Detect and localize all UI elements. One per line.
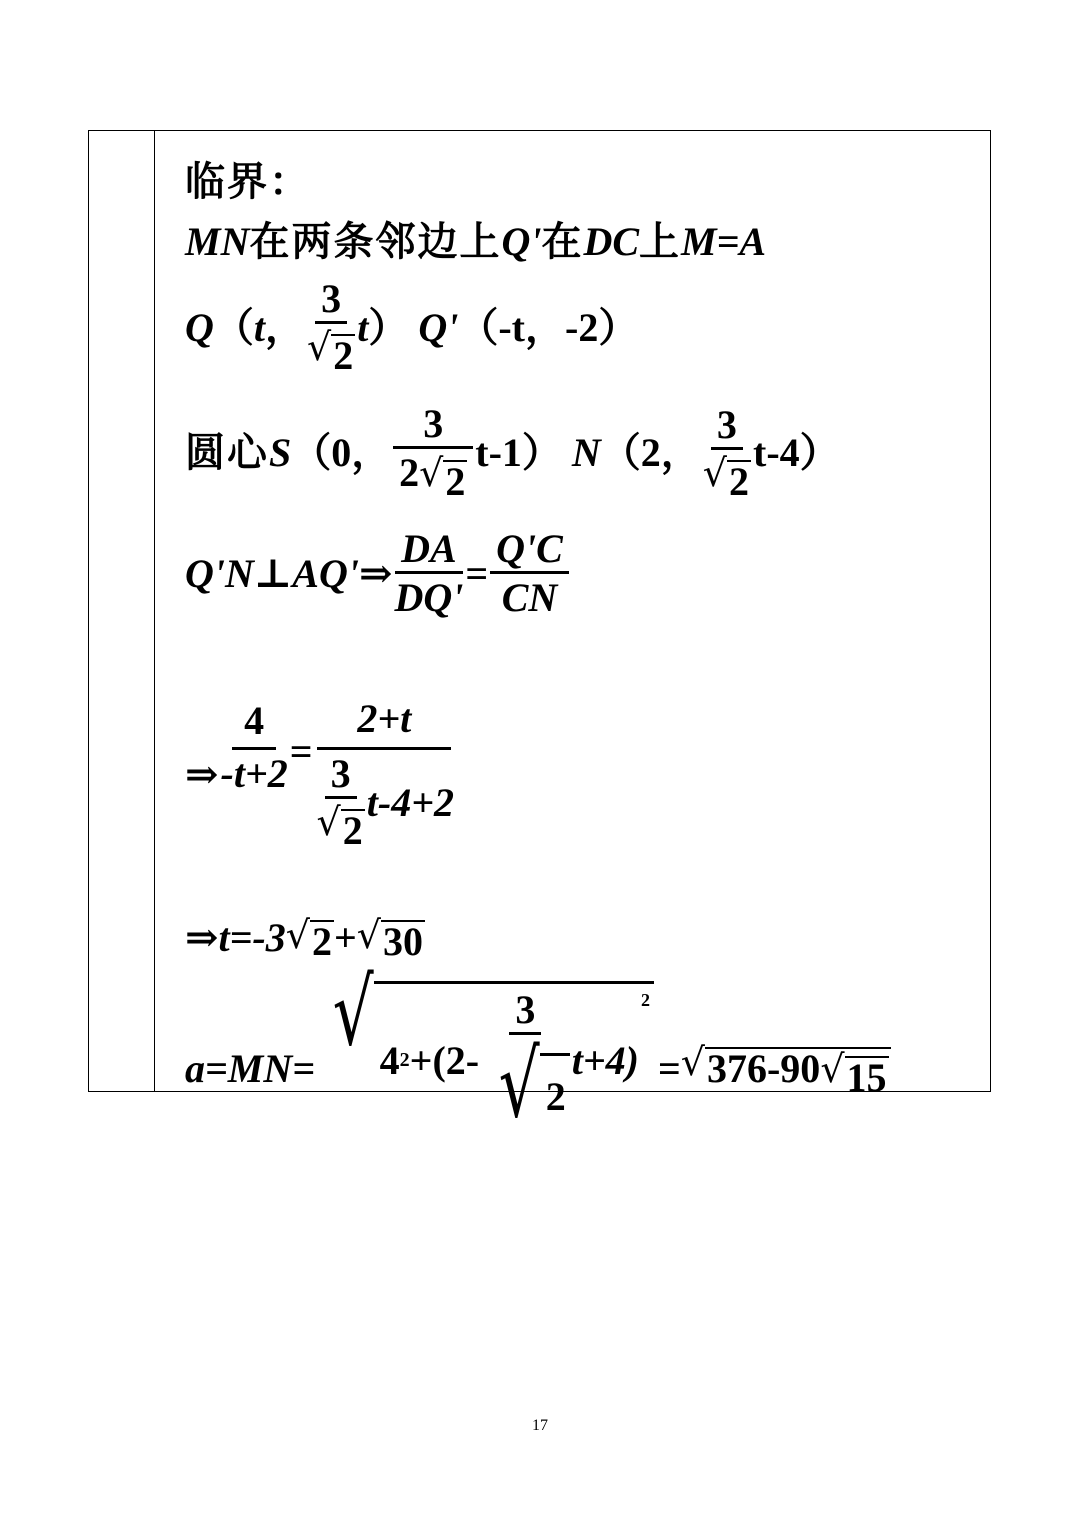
numerator: 3	[325, 754, 357, 799]
radicand: 2	[729, 458, 749, 504]
sqrt-2	[286, 914, 334, 962]
denominator	[399, 449, 467, 502]
radicand: 2	[540, 1053, 570, 1131]
fraction-complex	[315, 696, 454, 853]
heading-critical: 临界：	[185, 159, 311, 205]
numerator: 3	[711, 405, 743, 450]
big-radicand	[374, 981, 654, 1138]
s-open: （0，	[291, 430, 392, 475]
sqrt-2	[419, 451, 467, 504]
numerator: 3	[393, 404, 473, 449]
denominator	[315, 750, 454, 851]
q-label: Q	[185, 304, 214, 350]
radical-icon: √	[702, 450, 727, 495]
radicand: 30	[382, 919, 423, 964]
sqrt-2	[703, 450, 751, 502]
solution-table	[88, 130, 991, 1138]
var-t: t	[253, 304, 266, 350]
radical-icon: √	[356, 913, 381, 957]
text-m-eq-a: M=A	[681, 219, 767, 264]
s-tail: t-1）	[475, 430, 562, 475]
text-above: 上	[639, 219, 682, 265]
text-qprime: Q'	[501, 219, 542, 264]
comma: ，	[265, 304, 306, 350]
t-plus4: t+4)	[571, 1037, 639, 1083]
qprime-label: Q'	[418, 304, 459, 350]
equals: =	[465, 550, 489, 596]
fraction-3-over-root2	[307, 276, 355, 378]
denominator: DQ'	[394, 575, 464, 620]
perp-lhs: Q'N⊥AQ'⇒	[185, 550, 393, 596]
paren: （	[213, 304, 254, 350]
denominator: -t+2	[220, 751, 288, 796]
table-left-column	[89, 131, 155, 1091]
line-center	[185, 401, 840, 504]
final-radicand	[705, 1047, 891, 1098]
denominator: CN	[501, 575, 558, 620]
line-critical	[185, 159, 311, 205]
radicand: 2	[445, 459, 466, 504]
fraction-4-over	[220, 698, 288, 796]
s-label: S	[269, 430, 292, 475]
fraction-3-over-root2	[481, 987, 570, 1138]
radicand: 15	[846, 1054, 887, 1100]
text-two-adjacent-sides: 在两条邻边上	[249, 219, 502, 265]
paren: ）	[368, 304, 409, 350]
a-eq: a=MN=	[185, 1046, 316, 1091]
radical-icon: √	[498, 1031, 540, 1138]
equals: =	[657, 1046, 681, 1091]
exponent: 2	[399, 1049, 410, 1071]
numerator: DA	[395, 529, 463, 574]
plus: +	[333, 915, 357, 960]
page-number: 17	[532, 1417, 548, 1434]
n-tail: t-4）	[753, 430, 840, 475]
line-t-solution	[185, 914, 425, 962]
radicand: 2	[342, 808, 363, 853]
four: 4	[379, 1037, 400, 1083]
fraction-3-over-root2	[316, 751, 365, 853]
qprime-coords: （-t，-2）	[458, 304, 639, 350]
equals: =	[289, 729, 313, 774]
sqrt-2	[481, 1031, 570, 1138]
line-condition	[185, 219, 766, 265]
line-a-result	[185, 959, 891, 1138]
fraction-da-dq	[394, 526, 464, 620]
text-mn: MN	[185, 219, 250, 264]
sqrt-2	[307, 324, 355, 376]
var-t: t	[357, 304, 369, 350]
outer-exponent: 2	[640, 990, 650, 1010]
numerator: 3	[509, 990, 541, 1035]
numerator: 3	[315, 279, 347, 324]
numerator: 4	[232, 701, 276, 750]
n-open: （2，	[600, 430, 701, 475]
text-dc: DC	[583, 219, 640, 264]
numerator: Q'C	[490, 529, 569, 574]
big-sqrt	[315, 959, 654, 1138]
radical-icon: √	[820, 1046, 845, 1091]
line-perpendicular	[185, 526, 571, 620]
sqrt-final	[681, 1041, 891, 1098]
radicand-text: 376-90	[706, 1045, 821, 1091]
open-paren: +(2-	[409, 1037, 480, 1083]
text-on: 在	[541, 219, 584, 265]
sqrt-30	[357, 914, 425, 962]
line-q-coords	[185, 276, 639, 378]
fraction-qc-cn	[490, 526, 569, 620]
radicand: 2	[333, 333, 354, 378]
radical-icon: √	[332, 959, 374, 1066]
coefficient: 2	[399, 450, 420, 495]
line-ratio-equation	[185, 696, 456, 853]
radical-icon: √	[316, 800, 341, 844]
sqrt-2	[317, 799, 365, 851]
t-eq: ⇒t=-3	[185, 915, 286, 960]
fraction-3-over-2root2	[393, 401, 473, 504]
radical-icon: √	[285, 913, 310, 957]
text-center: 圆心	[185, 430, 269, 476]
sqrt-15	[820, 1046, 888, 1100]
radical-icon: √	[307, 325, 332, 369]
numerator: 2+t	[317, 699, 451, 750]
radical-icon: √	[419, 451, 444, 495]
n-label: N	[571, 430, 601, 475]
den-tail: t-4+2	[366, 779, 454, 825]
implies: ⇒	[185, 752, 219, 797]
fraction-3-over-root2	[702, 401, 751, 504]
radicand: 2	[311, 919, 332, 964]
radical-icon: √	[680, 1039, 705, 1084]
